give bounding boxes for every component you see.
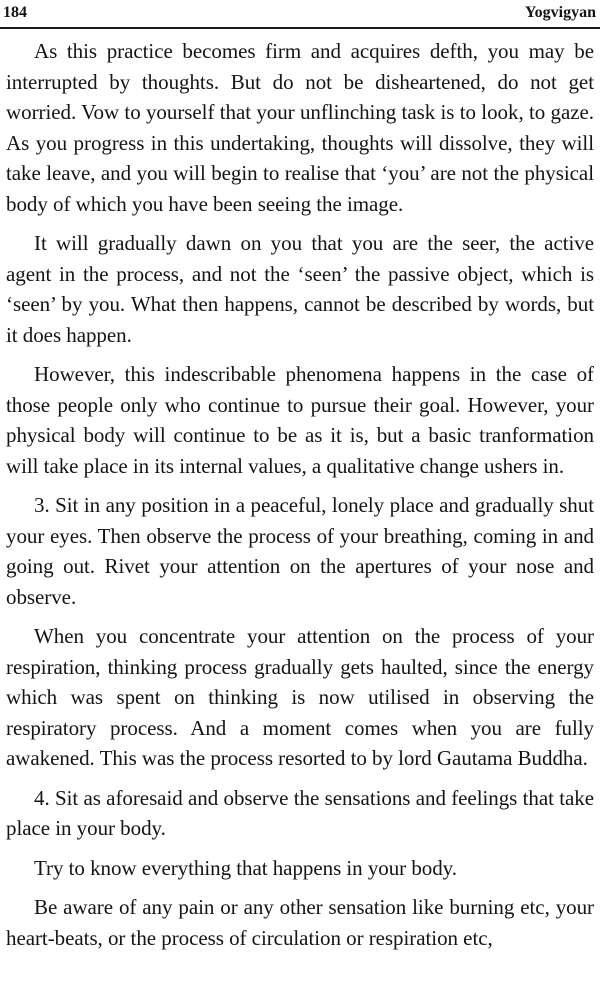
page-number: 184 bbox=[3, 4, 27, 21]
page-body bbox=[6, 36, 594, 962]
paragraph-be-aware: Be aware of any pain or any other sensation like burning etc, your heart-beats, or the process of circulation or respiration etc, bbox=[6, 895, 594, 950]
header-rule bbox=[0, 27, 600, 29]
paragraph-step-4: 4. Sit as aforesaid and observe the sensations and feelings that take place in your body. bbox=[6, 785, 594, 840]
running-head bbox=[0, 0, 600, 30]
paragraph-step-3: 3. Sit in any position in a peaceful, lonely place and gradually shut your eyes. Then observe the process of your breathing, coming in and going out. Rivet your attention on the apertures of your nose and observe. bbox=[6, 493, 594, 609]
paragraph-phenomena: However, this indescribable phenomena happens in the case of those people only who continue to pursue their goal. However, your physical body will continue to be as it is, but a basic tranformation will take place in its internal values, a qualitative change ushers in. bbox=[6, 362, 594, 478]
paragraph-seer: It will gradually dawn on you that you are the seer, the active agent in the process, and not the ‘seen’ the passive object, which is ‘seen’ by you. What then happens, cannot be described by words, but it does happen. bbox=[6, 231, 594, 347]
paragraph-practice-depth: As this practice becomes firm and acquires defth, you may be interrupted by thoughts. But do not be disheartened, do not get worried. Vow to yourself that your unflinching task is to look, to gaze. As you progress in this undertaking, thoughts will dissolve, they will take leave, and you will begin to realise that ‘you’ are not the physical body of which you have been seeing the image. bbox=[6, 39, 594, 216]
paragraph-respiration: When you concentrate your attention on the process of your respiration, thinking process gradually gets haulted, since the energy which was spent on thinking is now utilised in observing the respiratory process. And a moment comes when you are fully awakened. This was the process resorted to by lord Gautama Buddha. bbox=[6, 624, 594, 770]
paragraph-know-body: Try to know everything that happens in your body. bbox=[34, 855, 457, 880]
book-title: Yogvigyan bbox=[524, 4, 596, 21]
